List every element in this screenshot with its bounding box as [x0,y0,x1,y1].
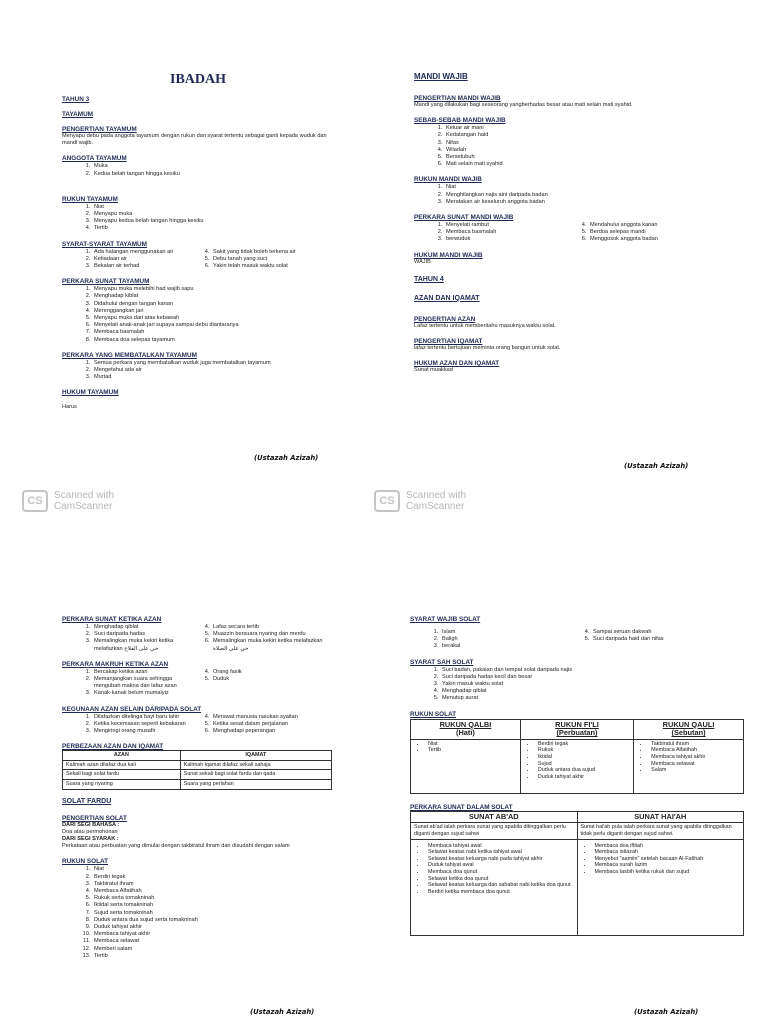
list-item: 3. berakal [440,643,577,650]
list-item: 1. Semua perkara yang membatalkan wuduk juga membatalkan tayamum [92,360,332,367]
heading-mandi-wajib: MANDI WAJIB [414,72,468,81]
list-item: • Membaca Alfatihah [649,747,740,754]
camscanner-logo-icon: CS [22,490,48,512]
camscanner-watermark [22,490,114,512]
header-subtitle: (Perbuatan) [556,728,598,738]
heading-hukum-mandi: HUKUM MANDI WAJIB [414,251,483,259]
table-row [63,780,332,790]
heading-tayamum: TAYAMUM [62,111,94,118]
list-item: • Membaca doa qunut [426,869,574,876]
list-item: 5. Duduk [211,676,332,683]
heading-pengertian-tayamum: PENGERTIAN TAYAMUM [62,126,137,133]
text-hukum-azan: Sunat muakkad [414,367,453,374]
list-item: • Membaca istiazah [593,849,741,856]
list-item: 5. Muazzin bersuara nyaring dan merdu [211,631,332,638]
list-item: 3. Memalingkan muka kekiri ketika melafazkan حي على الفلاح [92,638,197,652]
list-item: 10. Membaca tahiyat akhir [92,931,332,938]
list-sunat-mandi-b [574,222,734,244]
list-item: 5. Menyapu muka dari atas kebawah [92,315,332,322]
list-item: 2. Suci daripada hadas [92,631,197,638]
text-segi-syarak: Perkataan atau perbuatan yang dimulai dengan takbiratul ihram dan disudahi dengan salam [62,843,290,850]
heading-batal-tayamum: PERKARA YANG MEMBATALKAN TAYAMUM [62,351,197,359]
table-row [63,760,332,770]
list-item: 4. Sampai seruan dakwah [591,629,744,636]
list-sebab-mandi [414,125,734,168]
list-item: 5. Menutup aurat [440,695,744,702]
table-row [411,823,744,839]
list-syarat-b [197,249,332,271]
list-item: 13. Tertib [92,953,332,960]
page-tayamum [0,0,384,512]
heading-rukun-tayamum: RUKUN TAYAMUM [62,195,118,203]
list-sunat-haiah [581,843,741,876]
camscanner-logo-icon: CS [374,490,400,512]
list-item: • Selawat keatas keluarga nabi pada tahiyat akhir [426,856,574,863]
list-item: 6. Menyelati anak-anak jari supaya sampai debu diantaranya [92,322,332,329]
list-rukun-qauli [637,741,740,774]
list-item: 6. Mati selain mati syahid [444,161,734,168]
heading-pengertian-solat: PENGERTIAN SOLAT [62,814,127,822]
heading-solat-fardu: SOLAT FARDU [62,797,112,805]
list-item: 3. Murtad [92,374,332,381]
table-header-cell: AZAN [63,751,181,761]
list-item: 1. Menyelati rambut [444,222,574,229]
text-hukum-mandi: WAJIB [414,258,431,265]
table-cell: Sekali bagi solat fardu [63,770,181,780]
list-kegunaan-b [197,714,332,736]
list-item: 5. Berdoa selepas mandi [588,229,734,236]
heading-anggota-tayamum: ANGGOTA TAYAMUM [62,155,127,163]
list-item: 2. Menghadap kiblat [92,293,332,300]
heading-rukun-mandi: RUKUN MANDI WAJIB [414,176,482,184]
list-item: 2. Suci daripada hadas kecil dan besar [440,674,744,681]
list-item: 3. Meratakan air keseluruh anggota badan [444,199,734,206]
list-item: 3. Kanak-kanak belum mumaiyiz [92,690,197,697]
list-anggota [62,163,332,177]
table-header-row [411,811,744,823]
list-item: 2. Kedua belah tangan hingga kesiku [92,171,332,178]
list-item: 3. Bekalan air terhad [92,263,197,270]
list-item: • Tertib [426,747,517,754]
list-item: • Membaca tahiyat awal [426,843,574,850]
table-cell: Suara yang perlahan [180,780,331,790]
list-rukun-tayamum [62,204,332,233]
list-item: 11. Membaca selawat [92,938,332,945]
heading-rukun-solat-table: RUKUN SOLAT [410,710,457,718]
list-rukun-qalbi [414,741,517,754]
heading-syarat-wajib: SYARAT WAJIB SOLAT [410,616,481,623]
heading-sunat-solat: PERKARA SUNAT DALAM SOLAT [410,803,513,811]
signature: (Ustazah Azizah) [250,1008,315,1016]
table-row [63,770,332,780]
list-item: • Membaca surah lazim [593,862,741,869]
list-item: • Iktidal [536,754,630,761]
list-item: • Membaca selawat [649,761,740,768]
page-syarat-solat [384,512,768,1024]
table-cell [577,839,744,935]
list-item: • Sujud [536,761,630,768]
list-item: • Duduk tahiyat akhir [536,774,630,781]
header-subtitle: (Hati) [455,728,475,738]
list-item: 3. Yakin masuk waktu solat [440,681,744,688]
list-item: • Rukuk [536,747,630,754]
list-item: 2. Baligh [440,636,577,643]
list-item: 5. Bersetubuh [444,154,734,161]
heading-rukun-solat: RUKUN SOLAT [62,858,109,866]
list-item: 4. Merawat manusia rasukan syaitan [211,714,332,721]
list-item: • Berdiri ketika membaca doa qunut [426,889,574,896]
list-kegunaan-a [62,714,197,736]
list-item: • Membaca tasbih ketika rukuk dan sujud [593,869,741,876]
list-item: • Salam [649,767,740,774]
list-item: 1. Niat [444,184,734,191]
table-cell [520,739,633,793]
heading-segi-syarak: DARI SEGI SYARAK : [62,836,119,843]
list-item: • Duduk tahiyat awal [426,862,574,869]
table-header-row [411,719,744,739]
heading-hukum-azan: HUKUM AZAN DAN IQAMAT [414,360,500,368]
list-item: 8. Duduk antara dua sujud serta tomakninah [92,917,332,924]
text-pengertian-azan: Lafaz tertentu untuk memberitahu masuknya waktu solat. [414,322,556,329]
table-cell [411,839,578,935]
table-header-cell: SUNAT HAI'AH [577,811,744,823]
list-item: • Berdiri tegak [536,741,630,748]
list-makruh-b [197,669,332,683]
list-item: • Duduk antara dua sujud [536,767,630,774]
watermark-line1: Scanned with [54,490,115,501]
list-item: 3. Mengiringi orang musafir [92,728,197,735]
list-syarat-wajib-b [577,629,744,643]
text-pengertian-mandi: Mandi yang dilakukan bagi seseorang yangberhadas besar atau mati selain mati syahid. [414,102,633,108]
list-item: • Niat [426,741,517,748]
list-item: 1. Ada halangan menggunakan air [92,249,197,256]
list-item: • Selawat ketika doa qunut [426,876,574,883]
heading-tahun4: TAHUN 4 [414,275,444,283]
header-title: RUKUN QAULI [662,719,715,729]
list-item: 1. Niat [92,204,332,211]
list-item: 2. Mengetahui ada air [92,367,332,374]
table-cell: Sunat hai'ah pula ialah perkara sunat yang apabila ditinggalkan tidak perlu diganti dengan sujud sahwi. [577,823,744,839]
table-cell: Kalimah azan dilafaz dua kali [63,760,181,770]
list-item: • Membaca doa iftitah [593,843,741,850]
list-item: 12. Memberi salam [92,946,332,953]
table-perbezaan [62,750,332,789]
list-item: 6. Menghadapi peperangan [211,728,332,735]
heading-kegunaan-azan: KEGUNAAN AZAN SELAIN DARIPADA SOLAT [62,705,202,713]
table-header-row [63,751,332,761]
heading-perbezaan: PERBEZAAN AZAN DAN IQAMAT [62,743,164,751]
list-item: 2. Memanjangkan suara sehingga mengubah makna dan lafaz azan [92,676,197,690]
heading-azan-iqamat: AZAN DAN IQAMAT [414,294,480,302]
list-item: 4. Wiladah [444,147,734,154]
table-sunat-solat [410,811,744,936]
page-azan-solat [0,512,384,1024]
list-item: 1. Suci badan, pakaian dan tempat solat daripada najis [440,667,744,674]
list-item: 7. Membaca basmalah [92,329,332,336]
heading-tahun3: TAHUN 3 [62,96,90,103]
heading-sunat-mandi: PERKARA SUNAT MANDI WAJIB [414,214,514,222]
list-item: 4. Orang fasik [211,669,332,676]
signature: (Ustazah Azizah) [634,1008,699,1016]
list-item: 2. Membaca basmalah [444,229,574,236]
list-sunat-azan-a [62,624,197,653]
page-title: IBADAH [170,72,227,87]
watermark-line1: Scanned with [406,490,467,501]
list-item: 4. Sakit yang tidak boleh terkena air [211,249,332,256]
heading-sunat-tayamum: PERKARA SUNAT TAYAMUM [62,278,150,286]
watermark-line2: CamScanner [406,501,465,512]
heading-pengertian-azan: PENGERTIAN AZAN [414,315,476,323]
list-item: 1. Islam [440,629,577,636]
list-item: 5. Suci daripada haid dan nifas [591,636,744,643]
heading-pengertian-mandi: PENGERTIAN MANDI WAJIB [414,95,501,102]
page-mandi-wajib [379,0,768,512]
header-title: RUKUN QALBI [439,719,492,729]
table-cell: Sunat ab'ad ialah perkara sunat yang apabila ditinggalkan perlu diganti dengan sujud sahwi [411,823,578,839]
heading-hukum-tayamum: HUKUM TAYAMUM [62,389,119,397]
heading-makruh-azan: PERKARA MAKRUH KETIKA AZAN [62,660,169,668]
table-cell: Sunat sekali bagi solat fardu dan qada [180,770,331,780]
list-item: 1. Muka [92,163,332,170]
list-item: 1. Bercakap ketika azan [92,669,197,676]
list-item: 3. Menyapu kedua belah tangan hingga kesiku [92,218,332,225]
text-hukum-tayamum: Harus [62,404,77,411]
list-item: 5. Rukuk serta tomakninah [92,895,332,902]
heading-syarat-tayamum: SYARAT-SYARAT TAYAMUM [62,240,147,248]
list-rukun-mandi [414,184,734,206]
list-item: 4. Membaca Alfatihah [92,888,332,895]
list-item: 2. Ketiadaan air [92,256,197,263]
header-title: RUKUN FI'LI [555,719,599,729]
header-subtitle: (Sebutan) [671,728,706,738]
list-item: 4. Merenggangkan jari [92,308,332,315]
list-item: 2. Menghilangkan najis aini daripada badan [444,192,734,199]
table-rukun-solat [410,719,744,794]
list-item: • Membaca tahiyat akhir [649,754,740,761]
table-cell [634,739,744,793]
list-rukun-fili [524,741,630,781]
list-item: 3. berwuduk [444,236,574,243]
text-segi-bahasa: Doa atau permohonan [62,828,118,835]
list-item: 6. Yakin telah masuk waktu solat [211,263,332,270]
list-item: 1. Menyapu muka melebihi had wajib sapu [92,286,332,293]
list-item: 1. Menghadap qiblat [92,624,197,631]
list-item: 2. Menyapu muka [92,211,332,218]
table-header-cell: SUNAT AB'AD [411,811,578,823]
list-item: 3. Didahului dengan tangan kanan [92,301,332,308]
list-syarat-sah [410,667,744,703]
list-makruh-a [62,669,197,698]
list-item: 3. Takbiratul ihram [92,881,332,888]
list-item: 6. Iktidal serta tomakninah [92,902,332,909]
list-sunat-azan-b [197,624,332,653]
heading-segi-bahasa: DARI SEGI BAHASA : [62,821,120,828]
list-syarat-a [62,249,197,271]
list-item: 4. Menghadap qiblat [440,688,744,695]
list-batal-tayamum [62,360,332,382]
list-item: • Selawat keatas nabi ketika tahiyat awal [426,849,574,856]
list-sunat-tayamum [62,286,332,344]
table-cell [411,739,521,793]
list-item: • Menyebut "aamiin" setelah bacaan Al-Fatihah [593,856,741,863]
table-header-cell [411,719,521,739]
camscanner-watermark [374,490,466,512]
list-item: 4. Tertib [92,225,332,232]
table-cell: Suara yang nyaring [63,780,181,790]
list-item: 1. Keluar air mani [444,125,734,132]
table-row [411,839,744,935]
list-item: 7. Sujud serta tomakninah [92,910,332,917]
list-sunat-abad [414,843,574,896]
table-row [411,739,744,793]
heading-sebab-mandi: SEBAB-SEBAB MANDI WAJIB [414,117,506,125]
list-item: 2. Berdiri tegak [92,874,332,881]
list-item: 6. Memalingkan muka kekiri ketika melafazkan حي على الصلاة [211,638,332,652]
list-rukun-solat [62,866,332,960]
heading-sunat-azan: PERKARA SUNAT KETIKA AZAN [62,616,162,623]
list-item: 5. Ketika sesat dalam perjalanan [211,721,332,728]
list-item: 2. Ketika kecemasan seperti kebakaran [92,721,197,728]
list-item: 4. Lafaz secara tertib [211,624,332,631]
signature: (Ustazah Azizah) [624,462,689,470]
table-header-cell [634,719,744,739]
list-sunat-mandi-a [414,222,574,244]
watermark-line2: CamScanner [54,501,113,512]
list-item: 6. Menggosok anggota badan [588,236,734,243]
text-pengertian-iqamat: lafaz tertentu bertujuan meminta orang bangun untuk solat. [414,345,561,352]
list-item: • Selawat keatas keluarga dan sahabat nabi ketika doa qunut [426,882,574,889]
list-item: 2. Kedatangan haid [444,132,734,139]
text-pengertian-tayamum: Menyapu debu pada anggota tayamum dengan rukun dan syarat tertentu sebagai ganti kepada wuduk dan mandi wajib. [62,133,327,147]
table-cell: Kalimah iqamat dilafaz sekali sahaja [180,760,331,770]
list-item: 1. Dilafazkan ditelinga bayi baru lahir [92,714,197,721]
list-item: 1. Niat [92,866,332,873]
list-syarat-wajib-a [410,629,577,651]
list-item: 8. Membaca doa selepas tayamum [92,337,332,344]
signature: (Ustazah Azizah) [254,454,319,462]
list-item: • Takbiratul ihram [649,741,740,748]
heading-pengertian-iqamat: PENGERTIAN IQAMAT [414,338,483,346]
heading-syarat-sah: SYARAT SAH SOLAT [410,658,474,666]
list-item: 5. Debu tanah yang suci [211,256,332,263]
list-item: 4. Mendahului anggota kanan [588,222,734,229]
table-header-cell: IQAMAT [180,751,331,761]
list-item: 9. Duduk tahiyat akhir [92,924,332,931]
list-item: 3. Nifas [444,140,734,147]
table-header-cell [520,719,633,739]
